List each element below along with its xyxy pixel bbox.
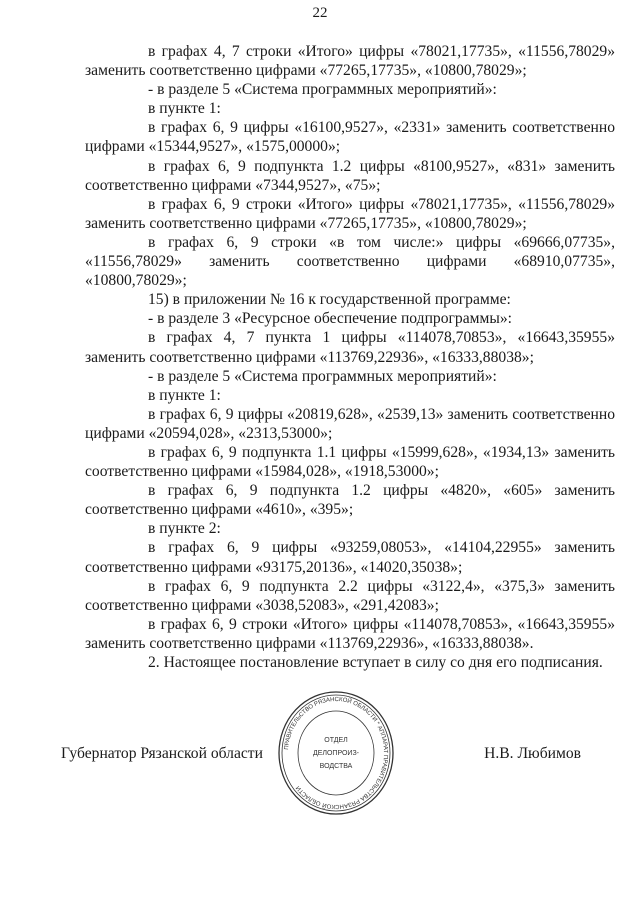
paragraph: в графах 4, 7 пункта 1 цифры «114078,70853», «16643,35955» заменить соответственно цифрами «113769,22936», «16333,88038»; — [85, 329, 615, 366]
paragraph: в графах 6, 9 цифры «20819,628», «2539,13» заменить соответственно цифрами «20594,028», «2313,53000»; — [85, 405, 615, 442]
paragraph: в графах 6, 9 строки «в том числе:» цифры «69666,07735», «11556,78029» заменить соответственно цифрами «68910,07735», «10800,78029»; — [85, 233, 615, 290]
signatory-name: Н.В. Любимов — [484, 744, 581, 762]
paragraph: в графах 6, 9 строки «Итого» цифры «78021,17735», «11556,78029» заменить соответственно цифрами «77265,17735», «10800,78029»; — [85, 195, 615, 232]
paragraph: в графах 6, 9 строки «Итого» цифры «114078,70853», «16643,35955» заменить соответственно цифрами «113769,22936», «16333,88038». — [85, 615, 615, 652]
signatory-position: Губернатор Рязанской области — [61, 744, 263, 762]
signature-block — [61, 690, 621, 816]
paragraph: в графах 6, 9 подпункта 1.2 цифры «4820», «605» заменить соответственно цифрами «4610», «395»; — [85, 482, 615, 519]
paragraph: в графах 6, 9 цифры «16100,9527», «2331» заменить соответственно цифрами «15344,9527», «1575,00000»; — [85, 119, 615, 156]
document-body — [85, 42, 615, 672]
stamp-center-line: ДЕЛОПРОИЗ- — [312, 750, 359, 758]
page-number: 22 — [312, 5, 328, 21]
paragraph: в графах 6, 9 подпункта 2.2 цифры «3122,4», «375,3» заменить соответственно цифрами «3038,52083», «291,42083»; — [85, 577, 615, 614]
stamp-outer-text: ПРАВИТЕЛЬСТВО РЯЗАНСКОЙ ОБЛАСТИ * АППАРАТ ПРАВИТЕЛЬСТВА РЯЗАНСКОЙ ОБЛАСТИ — [284, 697, 389, 810]
paragraph: - в разделе 5 «Система программных мероприятий»: — [148, 367, 497, 385]
paragraph: в пункте 1: — [148, 386, 221, 404]
paragraph: в графах 6, 9 подпункта 1.2 цифры «8100,9527», «831» заменить соответственно цифрами «7344,9527», «75»; — [85, 157, 615, 194]
official-stamp — [277, 690, 395, 816]
paragraph: в графах 4, 7 строки «Итого» цифры «78021,17735», «11556,78029» заменить соответственно цифрами «77265,17735», «10800,78029»; — [85, 43, 615, 80]
stamp-center-line: ВОДСТВА — [319, 763, 353, 771]
paragraph: в пункте 1: — [148, 100, 221, 118]
stamp-center-line: ОТДЕЛ — [324, 737, 348, 745]
paragraph: - в разделе 5 «Система программных мероприятий»: — [148, 81, 497, 99]
paragraph: в пункте 2: — [148, 520, 221, 538]
paragraph: в графах 6, 9 цифры «93259,08053», «14104,22955» заменить соответственно цифрами «93175,20136», «14020,35038»; — [85, 539, 615, 576]
paragraph: 15) в приложении № 16 к государственной программе: — [148, 291, 511, 309]
paragraph: - в разделе 3 «Ресурсное обеспечение подпрограммы»: — [148, 310, 512, 328]
paragraph: в графах 6, 9 подпункта 1.1 цифры «15999,628», «1934,13» заменить соответственно цифрами «15984,028», «1918,53000»; — [85, 443, 615, 481]
paragraph: 2. Настоящее постановление вступает в силу со дня его подписания. — [148, 654, 603, 671]
